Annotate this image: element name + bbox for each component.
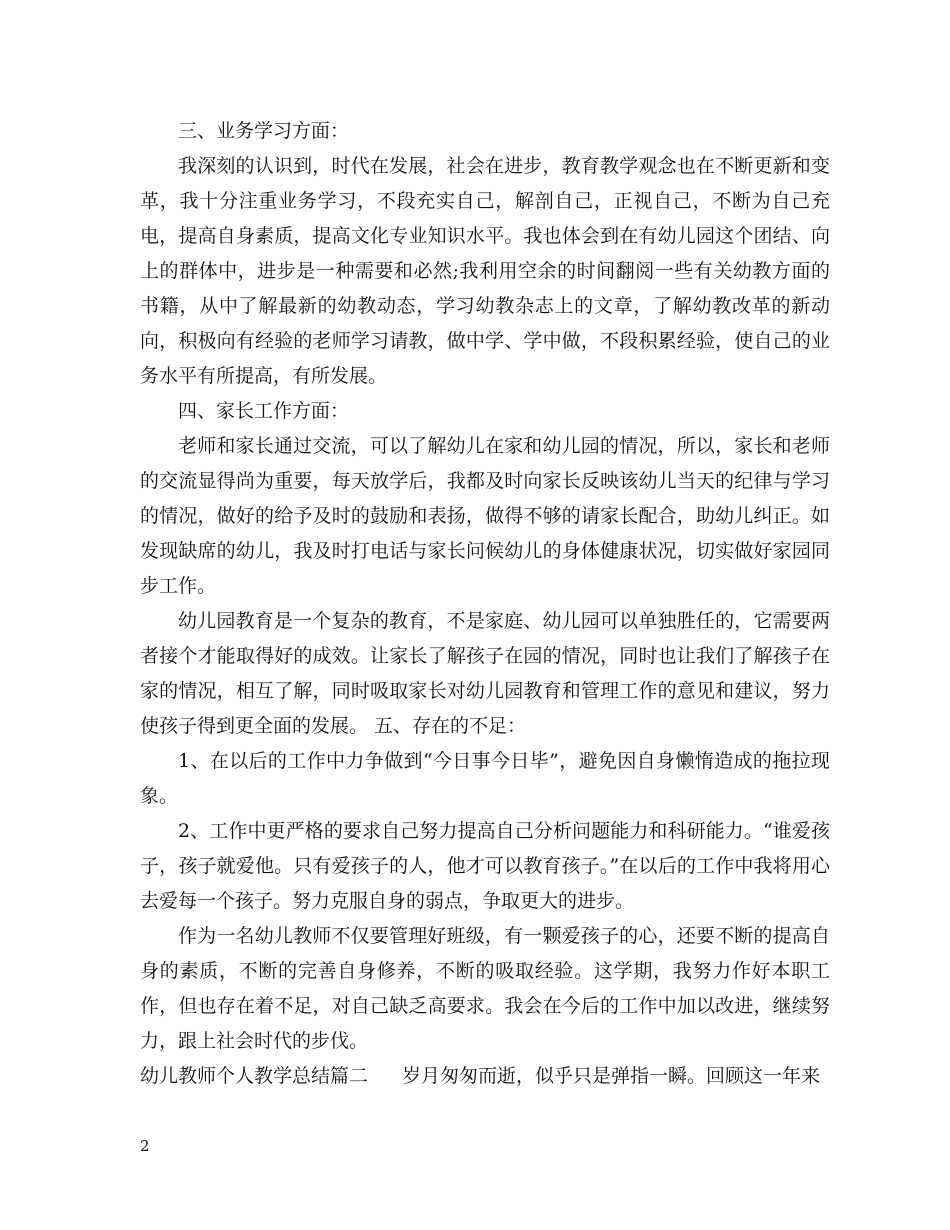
paragraph-conclusion: 作为一名幼儿教师不仅要管理好班级，有一颗爱孩子的心，还要不断的提高自身的素质，不断的完善自身修养，不断的吸取经验。这学期，我努力作好本职工作，但也存在着不足，对自己缺乏高要求。我会在今后的工作中加以改进，继续努力，跟上社会时代的步伐。 <box>140 925 830 1052</box>
section-heading-4: 四、家长工作方面： <box>178 400 350 422</box>
paragraph-study: 我深刻的认识到，时代在发展，社会在进步，教育教学观念也在不断更新和变革，我十分注重业务学习，不段充实自己，解剖自己，正视自己，不断为自己充电，提高自身素质，提高文化专业知识水平。我也体会到在有幼儿园这个团结、向上的群体中，进步是一种需要和必然;我利用空余的时间翻阅一些有关幼教方面的书籍，从中了解最新的幼教动态，学习幼教杂志上的文章，了解幼教改革的新动向，积极向有经验的老师学习请教，做中学、学中做，不段积累经验，使自己的业务水平有所提高，有所发展。 <box>140 155 830 387</box>
paragraph-education: 幼儿园教育是一个复杂的教育，不是家庭、幼儿园可以单独胜任的，它需要两者接个才能取得好的成效。让家长了解孩子在园的情况，同时也让我们了解孩子在家的情况，相互了解，同时吸取家长对幼儿园教育和管理工作的意见和建议，努力使孩子得到更全面的发展。 五、存在的不足： <box>140 610 830 737</box>
document-body <box>140 114 830 1094</box>
page-number: 2 <box>140 1137 150 1155</box>
section-heading-3: 三、业务学习方面： <box>178 120 350 142</box>
paragraph-parents: 老师和家长通过交流，可以了解幼儿在家和幼儿园的情况，所以，家长和老师的交流显得尚为重要，每天放学后，我都及时向家长反映该幼儿当天的纪律与学习的情况，做好的给予及时的鼓励和表扬，做得不够的请家长配合，助幼儿纠正。如发现缺席的幼儿，我及时打电话与家长问候幼儿的身体健康状况，切实做好家园同步工作。 <box>140 435 830 597</box>
next-section-text: 岁月匆匆而逝，似乎只是弹指一瞬。回顾这一年来 <box>402 1065 821 1087</box>
paragraph-item-1: 1、在以后的工作中力争做到“今日事今日毕”，避免因自身懒惰造成的拖拉现象。 <box>140 750 830 807</box>
next-section-line <box>140 1059 830 1094</box>
paragraph-item-2: 2、工作中更严格的要求自己努力提高自己分析问题能力和科研能力。“谁爱孩子，孩子就爱他。只有爱孩子的人，他才可以教育孩子。”在以后的工作中我将用心去爱每一个孩子。努力克服自身的弱点，争取更大的进步。 <box>140 820 830 912</box>
next-section-title: 幼儿教师个人教学总结篇二 <box>140 1065 369 1087</box>
